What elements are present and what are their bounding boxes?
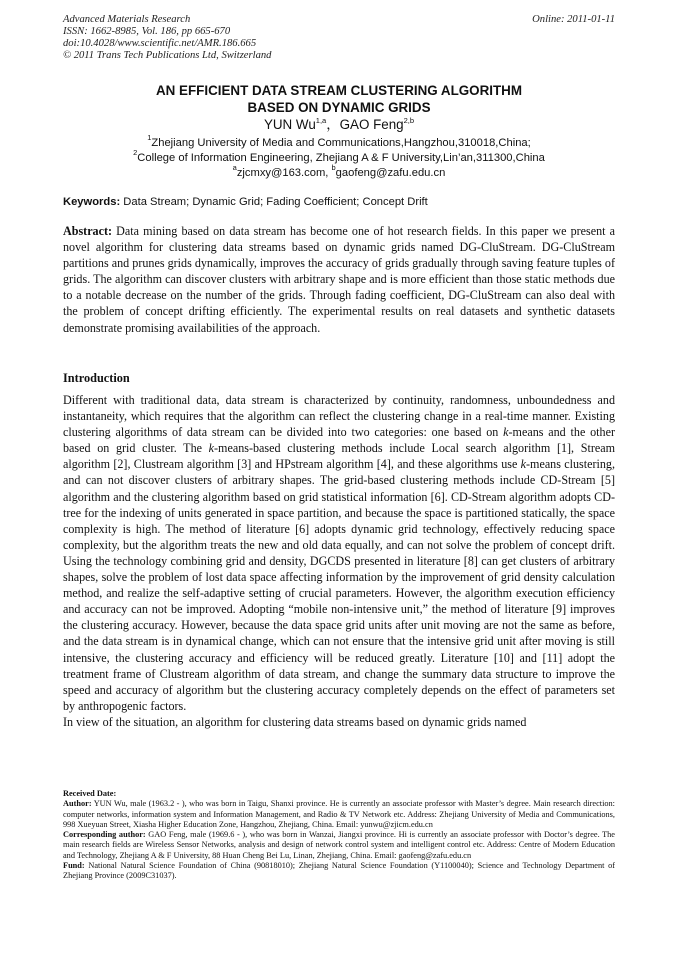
abstract-label: Abstract: [63,224,113,238]
intro-paragraph-2: In view of the situation, an algorithm for clustering data streams based on dynamic grids named [63,714,527,729]
corresponding-author-note [63,830,615,861]
italic-k-1: k [503,425,509,440]
author-1: YUN Wu [263,117,316,132]
journal-header [63,14,615,62]
author-note-text: YUN Wu, male (1963.2 - ), who was born in Taigu, Shanxi province. He is currently an associate professor with Master’s degree. Main research direction: computer networks, information system and Information Management, and Radio & TV Network etc. Address: Zhejiang University of Media and Communications, 998 Xueyuan Street, Xiasha Higher Education Zone, Hangzhou, Zhejiang, China. Email: yunwu@zjicm.edu.cn [63,799,615,829]
author-note-label: Author: [63,799,92,809]
corresponding-text: GAO Feng, male (1969.6 - ), who was born in Wanzai, Jiangxi province. Hi is currently an associate professor with Doctor’s degree. The main research fields are Wireless Sensor Networks, analysis and design of network control system and intelligent control etc. Address: Centre of Modern Education and Technology, Zhejiang A & F University, 88 Huan Cheng Bei Lu, Linan, Zhejiang, China. Email: gaofeng@zafu.edu.cn [63,830,615,860]
email-a: zjcmxy@163.com, [236,167,332,179]
title-line-1: AN EFFICIENT DATA STREAM CLUSTERING ALGORITHM [156,83,522,98]
author-1-sup: 1,a [315,115,327,125]
author-separator: ， [326,117,340,132]
affiliation-1 [63,133,615,151]
emails [63,163,615,181]
paper-title [63,82,615,116]
copyright-line: © 2011 Trans Tech Publications Ltd, Switzerland [63,50,272,61]
affiliation-2-text: College of Information Engineering, Zhejiang A & F University,Lin’an,311300,China [137,152,545,164]
title-line-2: BASED ON DYNAMIC GRIDS [247,100,431,115]
received-date [63,789,615,799]
keywords-text: Data Stream; Dynamic Grid; Fading Coefficient; Concept Drift [120,196,428,208]
fund-label: Fund: [63,861,85,871]
section-heading-introduction: Introduction [63,371,130,385]
author-note [63,799,615,830]
intro-p1-part-a: Different with traditional data, data stream is characterized by continuity, randomness, unboundedness and instantaneity, which requires that the algorithm can reflect the clustering change in a real-time manner. Existing clustering algorithms of data stream can be divided into two categories: one based on [63,393,615,440]
author-2-sup: 2,b [403,115,415,125]
issn-line: ISSN: 1662-8985, Vol. 186, pp 665-670 [63,26,231,37]
corresponding-label: Corresponding author: [63,830,146,840]
email-a-sup: a [232,163,237,173]
email-b: gaofeng@zafu.edu.cn [335,167,446,179]
intro-paragraph-1 [63,392,615,714]
affiliation-1-sup: 1 [147,133,152,143]
journal-name: Advanced Materials Research [63,14,191,25]
affiliation-1-text: Zhejiang University of Media and Communications,Hangzhou,310018,China; [151,137,531,149]
footnotes [63,789,615,882]
affiliation-2-sup: 2 [133,148,138,158]
fund-note [63,861,615,882]
online-date: Online: 2011-01-11 [532,14,615,25]
author-2: GAO Feng [339,117,404,132]
doi-line: doi:10.4028/www.scientific.net/AMR.186.665 [63,38,257,49]
intro-p1-part-c: -means-based clustering methods include Local search algorithm [1], Stream algorithm [2], Clustream algorithm [3] and HPstream algorithm [4], and these algorithms use [63,441,615,472]
introduction-body [63,392,615,730]
intro-p1-part-b: -means and the other based on grid cluster. The [63,425,615,456]
received-label: Received Date: [63,789,117,798]
affiliation-2 [63,148,615,166]
abstract [63,223,615,336]
intro-p1-part-d: -means clustering, and can not discover clusters of arbitrary shapes. The grid-based clustering methods include CD-Stream [5] algorithm and the clustering algorithm based on grid statistical information [6]. CD-Stream algorithm adopts CD-tree for the indexing of units generated in space partition, and because the space is partitioned statically, the space complexity is high. The method of literature [6] adopts dynamic grid technology, effectively reducing space complexity, but the algorithm treats the new and old data equally, and can not solve the problem of concept drift. Using the technology combining grid and density, DGCDS presented in literature [8] can get clusters of arbitrary shapes, solve the problem of lost data space affecting information by the improvement of grid density calculation method, and realize the self-adaptive setting of crucial parameters. However, the algorithm execution efficiency and accuracy can not be improved. Adopting “mobile non-intensive unit,” the method of literature [9] improves the clustering accuracy. However, because the data space grid units after unit moving are not the same as before, and the data stream is in dynamical change, which can not ensure that the intensive grid unit after moving is still intensive, the clustering accuracy and efficiency will be reduced greatly. Literature [10] and [11] adopt the treatment frame of Clustream algorithm of data stream, and change the summary data structure to improve the speed and accuracy of algorithm but the clustering accuracy completely depends on the effect of parameters set by anthropogenic factors. [63,457,615,713]
italic-k-3: k [520,457,527,472]
affiliations [63,133,615,181]
keywords-label: Keywords: [63,196,121,208]
keywords [63,196,615,208]
author-list [63,116,615,134]
fund-text: National Natural Science Foundation of China (90818010); Zhejiang Natural Science Foundation (Y1100040); Science and Technology Department of Zhejiang Province (2009C31037). [63,861,615,881]
abstract-text: Data mining based on data stream has become one of hot research fields. In this paper we present a novel algorithm for clustering data streams based on dynamic grids named DG-CluStream. DG-CluStream partitions and prunes grids dynamically, improves the accuracy of grids gradually through saving feature tuples of grids. The algorithm can discover clusters with arbitrary shape and is more efficient than those static methods due to a notable decrease on the number of the grids. Through fading coefficient, DG-CluStream can also deal with the problem of concept drifting efficiently. The experimental results on real datasets and synthetic datasets demonstrate promising availabilities of the approach. [63,224,615,335]
italic-k-2: k [208,441,215,456]
email-b-sup: b [331,163,336,173]
